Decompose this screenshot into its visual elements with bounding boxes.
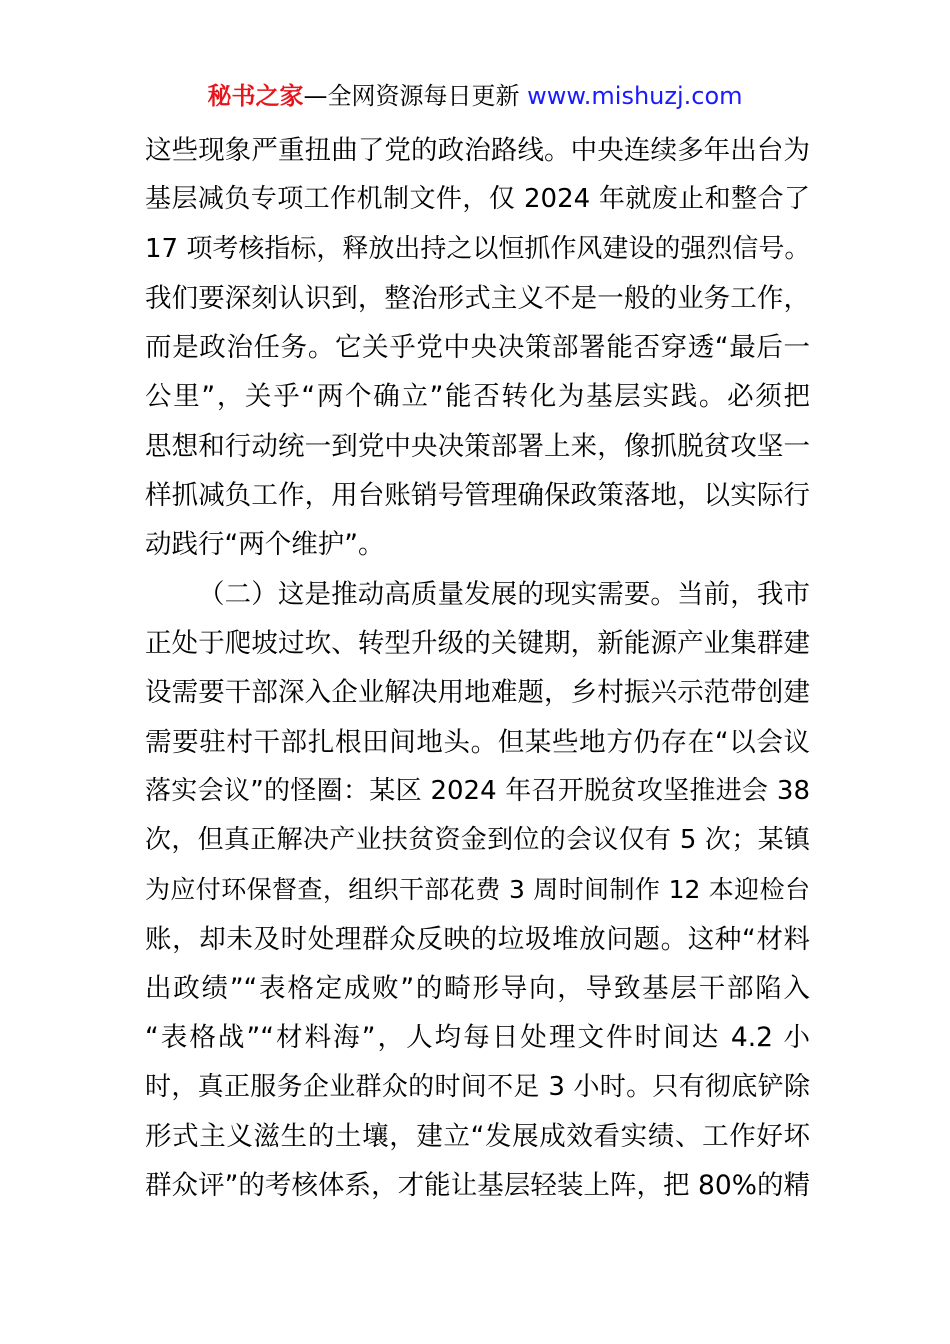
text-line: 出政绩”“表格定成败”的畸形导向，导致基层干部陷入 <box>145 973 810 1005</box>
brand-name: 秘书之家 <box>207 82 304 110</box>
text-line: 形式主义滋生的土壤，建立“发展成效看实绩、工作好坏 <box>145 1120 810 1152</box>
text-line: 基层减负专项工作机制文件，仅 2024 年就废止和整合了 <box>145 184 810 215</box>
text-line: 思想和行动统一到党中央决策部署上来，像抓脱贫攻坚一 <box>145 430 810 462</box>
text-line: 17 项考核指标，释放出持之以恒抓作风建设的强烈信号。 <box>145 233 811 264</box>
text-line: 群众评”的考核体系，才能让基层轻装上阵，把 80%的精 <box>145 1170 810 1202</box>
text-line: 落实会议”的怪圈：某区 2024 年召开脱贫攻坚推进会 38 <box>145 775 810 806</box>
text-line: 动践行“两个维护”。 <box>145 529 385 561</box>
text-line: 样抓减负工作，用台账销号管理确保政策落地，以实际行 <box>145 480 810 512</box>
text-line: 正处于爬坡过坎、转型升级的关键期，新能源产业集群建 <box>145 627 810 659</box>
site-header <box>0 78 950 114</box>
document-body <box>145 126 810 1211</box>
text-line: “表格战”“材料海”，人均每日处理文件时间达 4.2 小 <box>145 1022 810 1054</box>
section-heading-line: （二）这是推动高质量发展的现实需要。当前，我市 <box>198 578 810 610</box>
text-line: 需要驻村干部扎根田间地头。但某些地方仍存在“以会议 <box>145 726 810 758</box>
site-url: www.mishuzj.com <box>527 82 743 110</box>
text-line: 这些现象严重扭曲了党的政治路线。中央连续多年出台为 <box>145 135 810 166</box>
text-line: 账，却未及时处理群众反映的垃圾堆放问题。这种“材料 <box>145 923 810 955</box>
header-tagline: —全网资源每日更新 <box>303 82 528 110</box>
text-line: 公里”，关乎“两个确立”能否转化为基层实践。必须把 <box>145 381 810 413</box>
text-line: 为应付环保督查，组织干部花费 3 周时间制作 12 本迎检台 <box>145 875 810 905</box>
text-line: 我们要深刻认识到，整治形式主义不是一般的业务工作， <box>145 282 810 314</box>
text-line: 次，但真正解决产业扶贫资金到位的会议仅有 5 次；某镇 <box>145 825 810 856</box>
text-line: 设需要干部深入企业解决用地难题，乡村振兴示范带创建 <box>145 677 810 709</box>
text-line: 时，真正服务企业群众的时间不足 3 小时。只有彻底铲除 <box>145 1071 810 1102</box>
text-line: 而是政治任务。它关乎党中央决策部署能否穿透“最后一 <box>145 332 810 364</box>
